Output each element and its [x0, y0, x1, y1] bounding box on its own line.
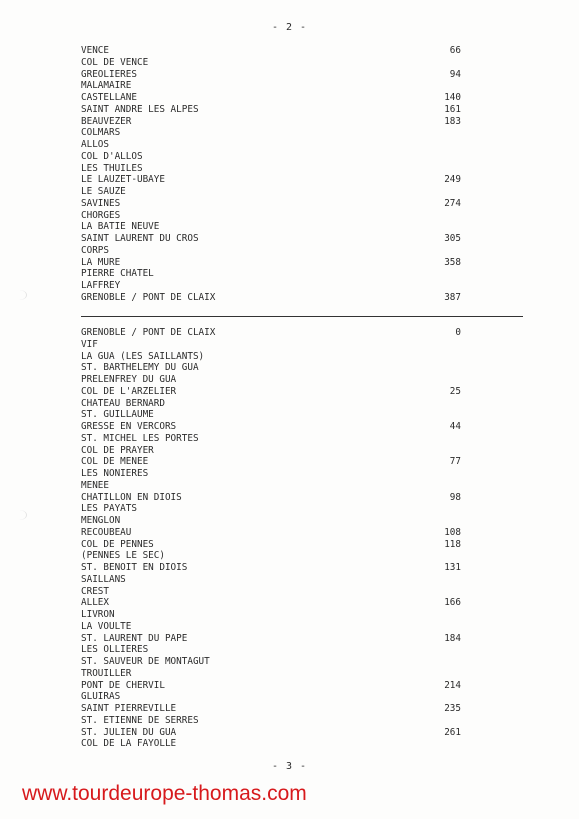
place-name: LE SAUZE	[81, 186, 126, 197]
distance-km: 249	[444, 174, 461, 186]
place-name: PIERRE CHATEL	[81, 268, 154, 280]
place-name: PONT DE CHERVIL	[81, 679, 165, 691]
route-entry	[81, 409, 461, 421]
place-name: LAFFREY	[81, 280, 121, 291]
distance-km: 235	[444, 703, 461, 714]
route-entry	[81, 574, 461, 586]
place-name: ST. SAUVEUR DE MONTAGUT	[81, 656, 210, 667]
route-entry	[81, 198, 461, 210]
route-entry	[81, 621, 461, 633]
place-name: MENGLON	[81, 515, 121, 526]
place-name: LES OLLIERES	[81, 644, 149, 656]
route-entry	[81, 127, 461, 139]
distance-km: 118	[444, 538, 461, 550]
route-entry	[81, 503, 461, 515]
place-name: COLMARS	[81, 127, 121, 139]
route-entry	[81, 656, 461, 668]
route-entry	[81, 69, 461, 81]
route-entry	[81, 92, 461, 104]
route-entry	[81, 586, 461, 598]
place-name: COL DE PRAYER	[81, 444, 154, 456]
place-name: CHORGES	[81, 209, 121, 221]
place-name: SAINT PIERREVILLE	[81, 703, 177, 714]
route-entry	[81, 456, 461, 468]
route-entry	[81, 245, 461, 257]
route-entry	[81, 351, 461, 363]
place-name: COL DE LA FAYOLLE	[81, 738, 177, 750]
distance-km: 358	[444, 256, 461, 268]
distance-km: 183	[444, 115, 461, 127]
page-number-bottom: - 3 -	[271, 761, 308, 772]
place-name: ST. ETIENNE DE SERRES	[81, 714, 199, 726]
place-name: ST. GUILLAUME	[81, 409, 154, 421]
section-divider	[81, 316, 523, 317]
place-name: ALLEX	[81, 597, 109, 609]
route-entry	[81, 327, 461, 339]
place-name: GRESSE EN VERCORS	[81, 421, 177, 432]
route-entry	[81, 609, 461, 621]
distance-km: 387	[444, 291, 461, 303]
route-entry	[81, 221, 461, 233]
place-name: VIF	[81, 338, 98, 350]
route-entry	[81, 174, 461, 186]
route-entry	[81, 433, 461, 445]
route-entry	[81, 292, 461, 304]
route-entry	[81, 445, 461, 457]
route-entry	[81, 550, 461, 562]
distance-km: 214	[444, 679, 461, 691]
place-name: PRELENFREY DU GUA	[81, 374, 177, 385]
route-entry	[81, 116, 461, 128]
place-name: ST. JULIEN DU GUA	[81, 726, 177, 738]
route-entry	[81, 644, 461, 656]
route-entry	[81, 703, 461, 715]
route-entry	[81, 80, 461, 92]
route-entry	[81, 527, 461, 539]
route-entry	[81, 57, 461, 69]
distance-km: 184	[444, 632, 461, 644]
route-entry	[81, 691, 461, 703]
route-entry	[81, 233, 461, 245]
place-name: COL DE VENCE	[81, 56, 149, 68]
punch-hole-mark	[12, 290, 27, 300]
distance-km: 140	[444, 92, 461, 103]
distance-km: 166	[444, 597, 461, 609]
distance-km: 261	[444, 726, 461, 738]
place-name: LA BATIE NEUVE	[81, 221, 160, 233]
place-name: COL DE PENNES	[81, 538, 154, 550]
route-entry	[81, 139, 461, 151]
route-entry	[81, 468, 461, 480]
route-entry	[81, 268, 461, 280]
place-name: COL DE L'ARZELIER	[81, 385, 177, 397]
route-entry	[81, 421, 461, 433]
route-entry	[81, 186, 461, 198]
route-entry	[81, 715, 461, 727]
place-name: SAVINES	[81, 197, 121, 209]
place-name: GRENOBLE / PONT DE CLAIX	[81, 291, 216, 303]
route-entry	[81, 480, 461, 492]
distance-km: 0	[455, 327, 461, 338]
place-name: CHATEAU BERNARD	[81, 397, 165, 409]
place-name: COL D'ALLOS	[81, 150, 143, 162]
route-entry	[81, 362, 461, 374]
route-entry	[81, 45, 461, 57]
place-name: ALLOS	[81, 139, 109, 150]
route-entry	[81, 280, 461, 292]
place-name: LES PAYATS	[81, 503, 137, 515]
place-name: SAILLANS	[81, 573, 126, 585]
place-name: BEAUVEZER	[81, 115, 132, 127]
place-name: CASTELLANE	[81, 92, 137, 103]
place-name: LA GUA (LES SAILLANTS)	[81, 350, 205, 362]
route-entry	[81, 257, 461, 269]
distance-km: 25	[449, 385, 461, 397]
place-name: ST. MICHEL LES PORTES	[81, 432, 199, 444]
place-name: LA VOULTE	[81, 620, 132, 632]
route-entry	[81, 398, 461, 410]
route-entry	[81, 210, 461, 222]
route-entry	[81, 738, 461, 750]
route-entry	[81, 680, 461, 692]
route-entry	[81, 668, 461, 680]
place-name: GRENOBLE / PONT DE CLAIX	[81, 327, 216, 338]
place-name: VENCE	[81, 45, 109, 56]
place-name: GLUIRAS	[81, 691, 121, 703]
place-name: MALAMAIRE	[81, 80, 132, 92]
distance-km: 108	[444, 526, 461, 538]
distance-km: 98	[449, 491, 461, 503]
place-name: RECOUBEAU	[81, 526, 132, 538]
route-entry	[81, 386, 461, 398]
place-name: SAINT ANDRE LES ALPES	[81, 103, 199, 115]
place-name: LIVRON	[81, 609, 115, 620]
punch-hole-mark	[12, 510, 27, 520]
place-name: TROUILLER	[81, 667, 132, 679]
distance-km: 77	[449, 456, 461, 468]
route-entry	[81, 339, 461, 351]
page-number-top: - 2 -	[271, 22, 308, 33]
distance-km: 131	[444, 562, 461, 573]
distance-km: 66	[449, 45, 461, 56]
route-list-section-2	[81, 327, 461, 750]
place-name: ST. LAURENT DU PAPE	[81, 632, 188, 644]
place-name: LE LAUZET-UBAYE	[81, 174, 165, 186]
place-name: LA MURE	[81, 256, 121, 268]
route-entry	[81, 374, 461, 386]
route-entry	[81, 562, 461, 574]
route-list-section-1	[81, 45, 461, 304]
distance-km: 305	[444, 233, 461, 244]
place-name: MENEE	[81, 479, 109, 491]
place-name: ST. BENOIT EN DIOIS	[81, 562, 188, 573]
route-entry	[81, 633, 461, 645]
distance-km: 44	[449, 421, 461, 432]
place-name: ST. BARTHELEMY DU GUA	[81, 362, 199, 374]
place-name: CORPS	[81, 244, 109, 256]
route-entry	[81, 492, 461, 504]
place-name: GREOLIERES	[81, 68, 137, 80]
place-name: CREST	[81, 585, 109, 597]
route-entry	[81, 597, 461, 609]
route-entry	[81, 539, 461, 551]
place-name: (PENNES LE SEC)	[81, 550, 165, 562]
route-entry	[81, 151, 461, 163]
route-entry	[81, 163, 461, 175]
route-entry	[81, 104, 461, 116]
distance-km: 161	[444, 103, 461, 115]
route-entry	[81, 727, 461, 739]
place-name: SAINT LAURENT DU CROS	[81, 233, 199, 244]
place-name: LES THUILES	[81, 162, 143, 174]
distance-km: 274	[444, 197, 461, 209]
place-name: CHATILLON EN DIOIS	[81, 491, 182, 503]
place-name: COL DE MENEE	[81, 456, 149, 468]
place-name: LES NONIERES	[81, 468, 149, 479]
watermark-url: www.tourdeurope-thomas.com	[22, 782, 307, 805]
route-entry	[81, 515, 461, 527]
distance-km: 94	[449, 68, 461, 80]
